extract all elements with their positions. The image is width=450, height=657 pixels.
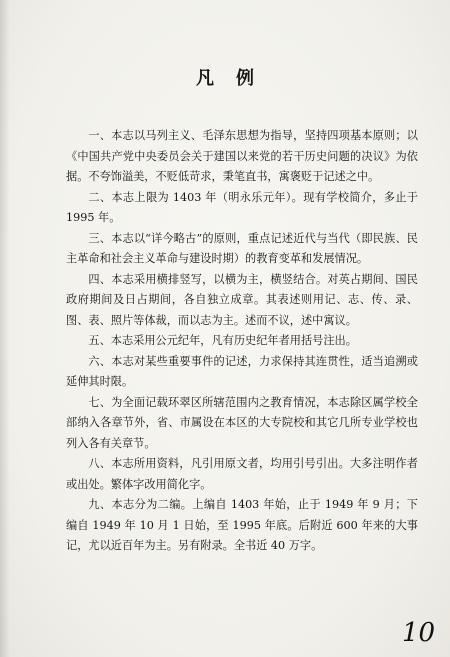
page-edge-shadow — [0, 0, 10, 657]
paragraph-8: 八、本志所用资料，凡引用原文者，均用引号引出。大多注明作者或出处。繁体字改用简化字。 — [66, 457, 418, 491]
page-number: 10 — [402, 618, 436, 648]
paragraph-9: 九、本志分为二编。上编自 1403 年始，止于 1949 年 9 月；下编自 1949 年 10 月 1 日始，至 1995 年底。后附近 600 年来的大事记，尤以近百年为主。另有附录。全书近 40 万字。 — [66, 498, 418, 552]
page-title: 凡例 — [196, 68, 276, 89]
paragraph-7: 七、为全面记载环翠区所辖范围内之教育情况，本志除区属学校全部纳入各章节外，省、市属设在本区的大专院校和其它几所专业学校也列入各有关章节。 — [66, 395, 418, 450]
body-text — [66, 126, 418, 557]
paragraph-3: 三、本志以“详今略古”的原则，重点记述近代与当代（即民族、民主革命和社会主义革命与建设时期）的教育变革和发展情况。 — [66, 231, 418, 265]
paragraph-5: 五、本志采用公元纪年，凡有历史纪年者用括号注出。 — [88, 334, 357, 347]
paragraph-2: 二、本志上限为 1403 年（明永乐元年）。现有学校简介，多止于 1995 年。 — [66, 190, 418, 224]
paragraph-1: 一、本志以马列主义、毛泽东思想为指导，坚持四项基本原则；以《中国共产党中央委员会关于建国以来党的若干历史问题的决议》为依据。不夸饰溢美，不贬低苛求，秉笔直书，寓褒贬于记述之中。 — [66, 129, 418, 183]
paragraph-6: 六、本志对某些重要事件的记述，力求保持其连贯性，适当追溯或延伸其时限。 — [66, 354, 418, 388]
paragraph-4: 四、本志采用横排竖写，以横为主，横竖结合。对英占期间、国民政府期间及日占期间，各自独立成章。其表述则用记、志、传、录、图、表、照片等体裁，而以志为主。述而不议，述中寓议。 — [66, 272, 418, 327]
